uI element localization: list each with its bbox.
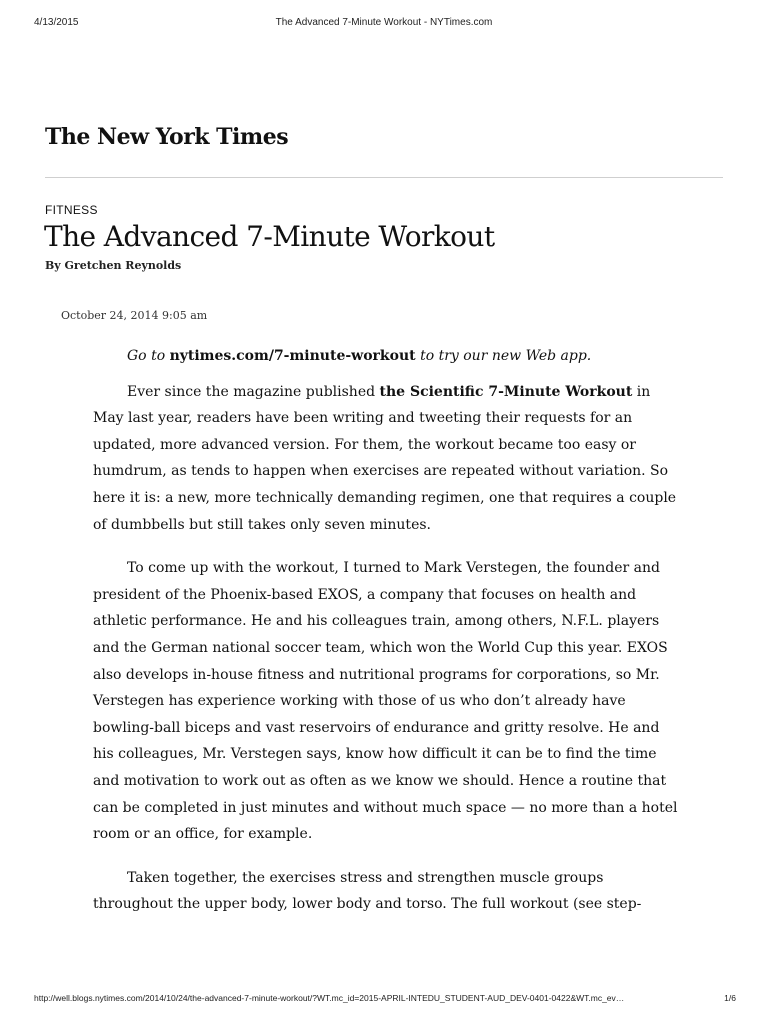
article-dateline: October 24, 2014 9:05 am [61,309,208,322]
print-url: http://well.blogs.nytimes.com/2014/10/24/the-advanced-7-minute-workout/?WT.mc_id=2015-APRIL-INTEDU_STUDENT-AUD_DEV-0401-0422&WT.mc_ev… [34,993,625,1003]
paragraph-text: in May last year, readers have been writing and tweeting their requests for an updated, more advanced version. For them, the workout became too easy or humdrum, as tends to happen when exercises are repeated without variation. So here it is: a new, more technically demanding regimen, one that requires a couple of dumbbells but still takes only seven minutes. [93,383,677,533]
article-body [93,343,683,935]
print-date: 4/13/2015 [34,17,79,28]
masthead-divider [45,177,723,178]
promo-text-after: to try our new Web app. [415,348,592,364]
paragraph-text: Ever since the magazine published [127,383,380,400]
scientific-workout-link[interactable]: the Scientific 7-Minute Workout [379,383,633,400]
print-page-number: 1/6 [724,993,736,1003]
section-label[interactable]: FITNESS [45,203,98,217]
print-page-title: The Advanced 7-Minute Workout - NYTimes.com [275,17,493,28]
article-byline: By Gretchen Reynolds [45,259,182,272]
article-paragraph: To come up with the workout, I turned to Mark Verstegen, the founder and president of the Phoenix-based EXOS, a company that focuses on health and athletic performance. He and his colleagues train, among others, N.F.L. players and the German national soccer team, which won the World Cup this year. EXOS also develops in-house fitness and nutritional programs for corporations, so Mr. Verstegen has experience working with those of us who don’t already have bowling-ball biceps and vast reservoirs of endurance and gritty resolve. He and his colleagues, Mr. Verstegen says, know how difficult it can be to find the time and motivation to work out as often as we know we should. Hence a routine that can be completed in just minutes and without much space — no more than a hotel room or an office, for example. [93,560,678,843]
promo-paragraph [93,343,683,370]
print-header [0,17,768,31]
article-headline: The Advanced 7-Minute Workout [44,220,495,253]
article-paragraph: Taken together, the exercises stress and strengthen muscle groups throughout the upper body, lower body and torso. The full workout (see step- [93,869,642,913]
print-footer [0,993,768,1007]
article-paragraph [93,379,683,539]
web-app-link[interactable]: nytimes.com/7-minute-workout [169,348,416,364]
promo-text-before: Go to [127,348,170,364]
nyt-masthead-logo[interactable]: The New York Times [45,124,289,150]
